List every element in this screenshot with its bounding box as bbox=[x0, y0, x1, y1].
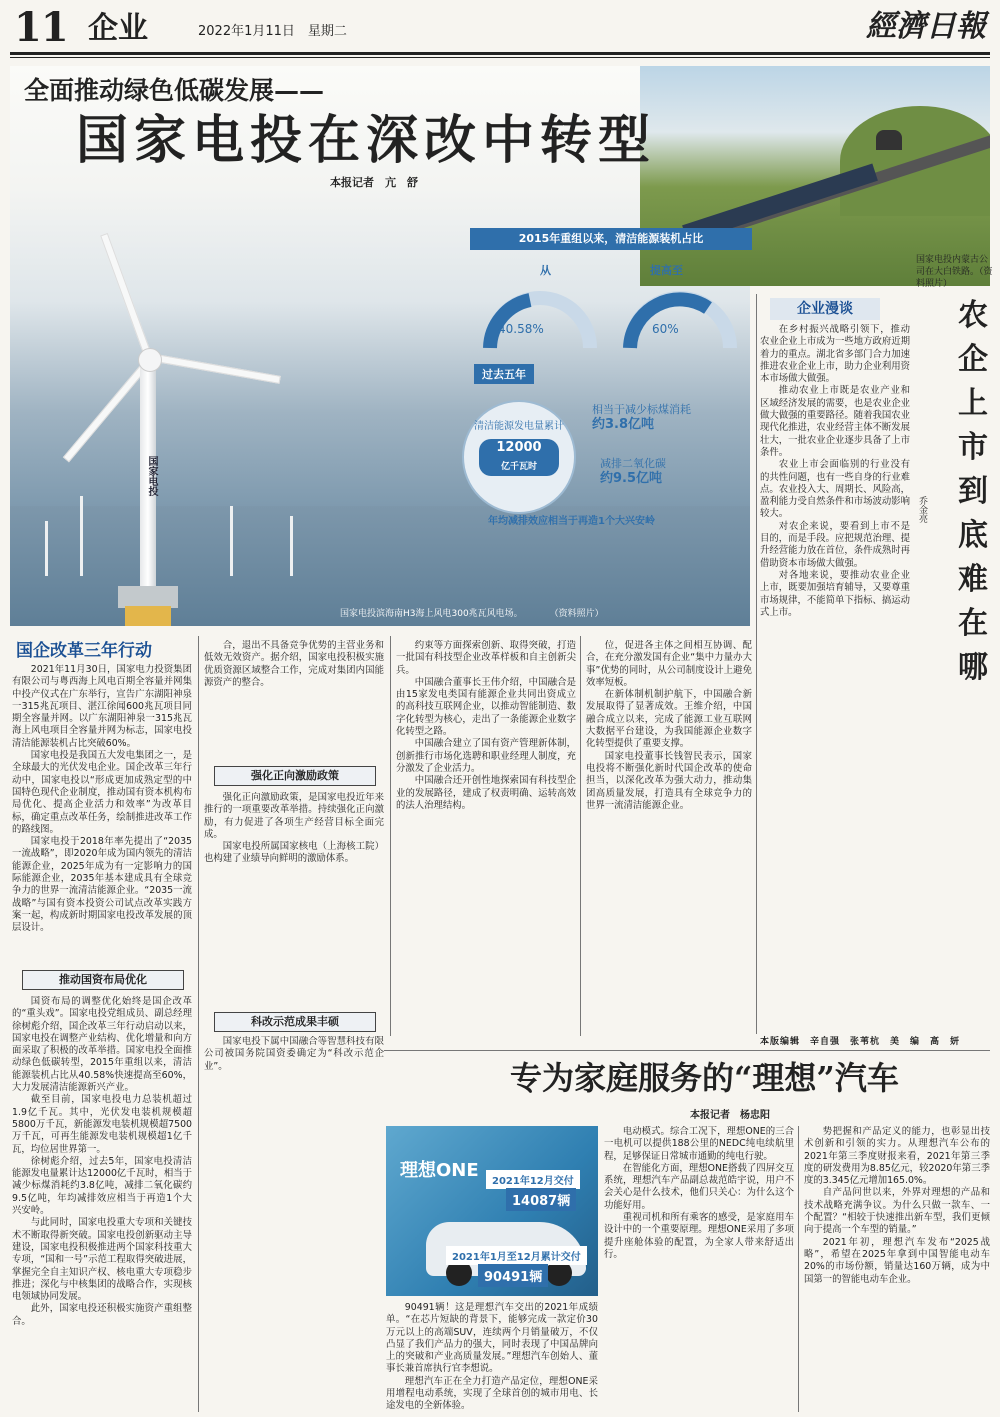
turbine-blade bbox=[149, 353, 280, 384]
subhead-layout: 推动国资布局优化 bbox=[22, 970, 184, 990]
bottom-column-c bbox=[804, 1126, 990, 1412]
railway-photo-caption: 国家电投内蒙古公司在大白铁路。（资料照片） bbox=[916, 255, 993, 289]
paragraph: 徐树彪介绍，过去5年，国家电投清洁能源发电量累计达12000亿千瓦时，相当于减少标煤消耗约3.8亿吨，减排二氧化碳约9.5亿吨，年均减排效应相当于再造1个大兴安岭。 bbox=[12, 1155, 192, 1217]
co2-stat bbox=[600, 456, 666, 486]
paragraph: 合，退出不具备竞争优势的主营业务和低效无效资产。据介绍，国家电投积极实施优质资源区域整合工作，完成对集团内国能源资产的整合。 bbox=[204, 640, 384, 688]
co2-value: 约9.5亿吨 bbox=[600, 471, 663, 486]
headline-kicker: 全面推动绿色低碳发展—— bbox=[24, 76, 325, 105]
paragraph: 电动模式。综合工况下，理想ONE的三合一电机可以提供188公里的NEDC纯电续航里程，足够保证日常城市通勤的纯电行驶。 bbox=[604, 1126, 794, 1162]
coal-value: 约3.8亿吨 bbox=[592, 417, 655, 432]
generation-value-box bbox=[479, 439, 559, 476]
paragraph: 重视司机和所有乘客的感受，是家庭用车设计中的一个重要原理。理想ONE采用了多项提升座舱体验的配置，为全家人带来舒适出行。 bbox=[604, 1212, 794, 1260]
paragraph: 国家电投董事长钱智民表示，国家电投将不断强化新时代国企改革的使命担当，以深化改革为强大动力，推动集团高质量发展，打造具有全球竞争力的世界一流清洁能源企业。 bbox=[586, 750, 752, 811]
share-donuts bbox=[470, 278, 750, 358]
paragraph: 国资布局的调整优化始终是国企改革的“重头戏”。国家电投党组成员、副总经理徐树彪介绍，国企改革三年行动启动以来，国家电投在调整产业结构、优化增量和向方面采取了积极的改革举措。国家电投全面推动绿色低碳转型，2015年重组以来，清洁能源装机占比从40.58%快速提高至60%，大力发展清洁能源新兴产业。 bbox=[12, 996, 192, 1094]
editors-credit: 本版编辑 辛自强 张苇杭 美 编 高 妍 bbox=[760, 1037, 961, 1047]
generation-circle bbox=[462, 400, 576, 514]
turbine-hub bbox=[138, 348, 162, 372]
generation-label: 清洁能源发电量累计 bbox=[474, 421, 564, 432]
sidebar-paragraph: 对农企来说，要看到上市不是目的，而是手段。应把规范治理、提升经营能力放在首位，条件成熟时再借助资本市场做大做强。 bbox=[760, 520, 910, 569]
bottom-column-b bbox=[604, 1126, 794, 1412]
tunnel bbox=[876, 130, 902, 150]
article-column-4 bbox=[586, 640, 752, 1030]
generation-value: 12000 bbox=[496, 440, 542, 455]
paragraph: 中国融合还开创性地探索国有科技型企业的发展路径，建成了权责明确、运转高效的法人治理结构。 bbox=[396, 775, 576, 811]
sidebar-body bbox=[760, 324, 910, 1028]
railway-photo bbox=[640, 66, 990, 286]
paragraph: 势把握和产品定义的能力，也彰显出技术创新和引领的实力。从理想汽车公布的2021年第三季度财报来看，2021年第三季度的研发费用为8.85亿元，较2020年第三季度的3.345亿元增加165.0%。 bbox=[804, 1126, 990, 1187]
tower-text: 国家电投 bbox=[146, 456, 157, 496]
paragraph: 自产品问世以来，外界对理想的产品和技术战略充满争议。为什么只做一款车、一个配置？“相较于快速推出新车型，我们更倾向于提高一个车型的销量。” bbox=[804, 1187, 990, 1236]
coal-label: 相当于减少标煤消耗 bbox=[592, 403, 691, 416]
byline: 本报记者 亢 舒 bbox=[330, 176, 418, 189]
paragraph: 2021年初，理想汽车发布“2025战略”，希望在2025年拿到中国智能电动车20%的市场份额，销量达160万辆，成为中国第一的智能电动车企业。 bbox=[804, 1236, 990, 1285]
article-column-2b bbox=[204, 792, 384, 1010]
from-value: 40.58% bbox=[498, 322, 544, 336]
co2-label: 减排二氧化碳 bbox=[600, 457, 666, 470]
page-number: 11 bbox=[14, 4, 68, 51]
paragraph: 强化正向激励政策，是国家电投近年来推行的一项重要改革举措。持续强化正向激励，有力促进了各项生产经营目标全面完成。 bbox=[204, 792, 384, 840]
main-headline: 国家电投在深改中转型 bbox=[76, 110, 657, 171]
article-column-2 bbox=[204, 640, 384, 760]
paragraph: 国家电投下属中国融合等智慧科技有限公司被国务院国资委确定为“科改示范企业”。 bbox=[204, 1036, 384, 1072]
distant-turbine bbox=[290, 516, 293, 576]
sidebar-paragraph: 对各地来说，要推动农业企业上市，既要加强培育辅导，又要尊重市场规律，不能简单下指标、搞运动式上市。 bbox=[760, 569, 910, 618]
sidebar-paragraph: 农业上市会面临别的行业没有的共性问题，也有一些自身的行业难点。农业投入大、周期长、风险高，盈利能力受自然条件和市场波动影响较大。 bbox=[760, 459, 910, 520]
article-column-1b bbox=[12, 996, 192, 1412]
paragraph: 约束等方面探索创新、取得突破，打造一批国有科技型企业改革样板和自主创新尖兵。 bbox=[396, 640, 576, 676]
distant-turbine bbox=[80, 496, 83, 576]
paragraph: 理想汽车正在全力打造产品定位，理想ONE采用增程电动系统，实现了全球首创的城市用电、长途发电的全新体验。 bbox=[386, 1375, 598, 1412]
newspaper-logo: 經濟日報 bbox=[866, 9, 986, 44]
paragraph: 国家电投于2018年率先提出了“2035一流战略”，即2020年成为国内领先的清洁能源企业，2025年成为有一定影响力的国际能源企业，2035年基本建成具有全球竞争力的世界一流清洁能源企业。“2035一流战略”与国有资本投资公司试点改革实践方案一起，构成新时期国家电投改革发展的顶层设计。 bbox=[12, 836, 192, 934]
generation-unit: 亿千瓦时 bbox=[500, 462, 537, 472]
to-label: 提高至 bbox=[650, 264, 683, 277]
turbine-platform bbox=[118, 586, 178, 608]
article-column-1 bbox=[12, 664, 192, 964]
paragraph: 位，促进各主体之间相互协调、配合，在充分激发国有企业“集中力量办大事”优势的同时，从公司制度设计上避免效率短板。 bbox=[586, 640, 752, 688]
article-column-2c bbox=[204, 1036, 384, 1106]
column-rule bbox=[198, 636, 199, 1412]
from-label: 从 bbox=[540, 264, 551, 277]
paragraph: 在智能化方面，理想ONE搭载了四屏交互系统，理想汽车产品副总裁范皓宇说，用户不会关心是什么技术，他们只关心：为什么这个功能好用。 bbox=[604, 1162, 794, 1211]
bottom-headline: 专为家庭服务的“理想”汽车 bbox=[510, 1059, 899, 1097]
turbine-foundation bbox=[125, 606, 171, 626]
period-tag: 过去五年 bbox=[474, 364, 534, 384]
paragraph: 2021年11月30日，国家电力投资集团有限公司与粤西海上风电百期全容量并网集中投产仪式在广东举行，宣告广东湖阳神泉一315兆瓦项目、湛江徐闻600兆瓦项目同期全容量并网。以广东湖阳神泉一315兆瓦海上风电项目全容量并网为标志，国家电投清洁能源装机占比突破60%。 bbox=[12, 664, 192, 749]
subhead-reform: 国企改革三年行动 bbox=[16, 641, 152, 661]
column-rule bbox=[798, 1126, 799, 1412]
delivery-tag-annual: 2021年1月至12月累计交付 bbox=[446, 1246, 587, 1265]
coal-stat bbox=[592, 402, 691, 432]
paragraph: 此外，国家电投还积极实施资产重组整合。 bbox=[12, 1303, 192, 1327]
infographic-note: 年均减排效应相当于再造1个大兴安岭 bbox=[488, 516, 655, 527]
paragraph: 中国融合董事长王伟介绍，中国融合是由15家发电类国有能源企业共同出资成立的高科技互联网企业，以推动智能制造、数字化转型为核心，走出了一条能源企业数字化转型之路。 bbox=[396, 676, 576, 738]
paragraph: 90491辆！这是理想汽车交出的2021年成绩单。“在芯片短缺的背景下，能够完成一款定价30万元以上的高端SUV，连续两个月销量破万，不仅凸显了我们产品力的强大，同时表现了中国品牌向上的突破和产业高质量发展。”理想汽车创始人、董事长兼首席执行官李想说。 bbox=[386, 1302, 598, 1375]
paragraph: 国家电投所属国家核电（上海核工院）也构建了业绩导向鲜明的激励体系。 bbox=[204, 841, 384, 865]
bottom-column-a bbox=[386, 1302, 598, 1412]
subhead-pilot: 科改示范成果丰硕 bbox=[214, 1012, 376, 1032]
section-title: 企业 bbox=[88, 11, 148, 46]
delivery-tag-december: 2021年12月交付 bbox=[486, 1170, 580, 1189]
sidebar-paragraph: 在乡村振兴战略引领下，推动农业企业上市成为一些地方政府近期着力的重点。湖北省多部门合力加速推进农业企业上市，助力企业利用资本市场做大做强。 bbox=[760, 324, 910, 385]
distant-turbine bbox=[45, 521, 48, 576]
paragraph: 国家电投是我国五大发电集团之一，是全球最大的光伏发电企业。国企改革三年行动中，国家电投以“形成更加成熟定型的中国特色现代企业制度，推动国有资本机构布局优化、提高企业活力和效率”为改革目标，确定重点改革任务，绘制推进改革工作的路线图。 bbox=[12, 750, 192, 835]
bottom-byline: 本报记者 杨忠阳 bbox=[690, 1110, 770, 1121]
paragraph: 截至目前，国家电投电力总装机超过1.9亿千瓦。其中，光伏发电装机规模超5800万千瓦，新能源发电装机规模超7500万千瓦，可再生能源发电装机规模超1亿千瓦，均位居世界第一。 bbox=[12, 1094, 192, 1155]
delivery-value-annual: 90491辆 bbox=[478, 1264, 548, 1287]
distant-turbine bbox=[230, 506, 233, 576]
photo-caption: 国家电投滨海南H3海上风电300兆瓦风电场。 （资料照片） bbox=[340, 609, 604, 619]
paragraph: 在新体制机制护航下，中国融合新发展取得了显著成效。王维介绍，中国融合成立以来，完成了能源工业互联网大数据平台建设，为我国能源企业数字化转型提供了重要支撑。 bbox=[586, 689, 752, 750]
sidebar-column-head: 企业漫谈 bbox=[770, 298, 880, 320]
sidebar-author: 乔金亮 bbox=[917, 496, 927, 523]
delivery-value-december: 14087辆 bbox=[506, 1188, 576, 1211]
to-value: 60% bbox=[652, 322, 679, 336]
paragraph: 与此同时，国家电投重大专项和关键技术不断取得新突破。国家电投创新驱动主导建设，国家电投积极推进两个国家科技重大专项，“国和一号”示范工程取得突破进展，掌握完全自主知识产权、核电重大专项稳步推进；深化与中核集团的战略合作，实现核电领域协同发展。 bbox=[12, 1217, 192, 1303]
masthead-rule-thin bbox=[10, 57, 990, 58]
car-logo: 理想ONE bbox=[400, 1160, 479, 1181]
sidebar-rule bbox=[756, 294, 757, 1034]
paragraph: 中国融合建立了国有资产管理新体制，创新推行市场化选聘和职业经理人制度，充分激发了企业活力。 bbox=[396, 738, 576, 774]
turbine-blade bbox=[100, 233, 153, 360]
infographic-banner: 2015年重组以来，清洁能源装机占比 bbox=[470, 228, 752, 250]
bottom-article-rule bbox=[384, 1050, 990, 1051]
issue-date: 2022年1月11日 星期二 bbox=[198, 24, 347, 39]
article-column-3 bbox=[396, 640, 576, 1030]
masthead-rule bbox=[10, 52, 990, 55]
column-rule bbox=[390, 636, 391, 1036]
column-rule bbox=[580, 636, 581, 1036]
sidebar-paragraph: 推动农业上市既是农业产业和区域经济发展的需要，也是农业企业做大做强的重要路径。随着我国农业现代化推进，农业经营主体不断发展壮大，一批农业企业逐步具备了上市条件。 bbox=[760, 385, 910, 458]
sidebar-title: 农企上市到底难在哪 bbox=[958, 298, 988, 685]
subhead-incentive: 强化正向激励政策 bbox=[214, 766, 376, 786]
